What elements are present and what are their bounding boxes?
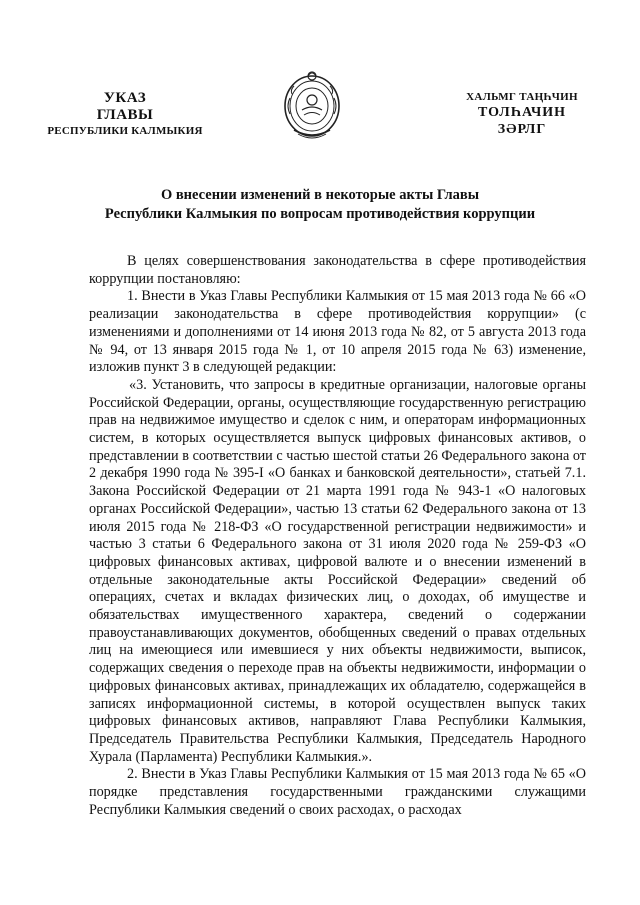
header-left-line3: РЕСПУБЛИКИ КАЛМЫКИЯ — [47, 125, 203, 137]
document-title — [60, 186, 580, 224]
header-right-block — [442, 90, 602, 138]
paragraph-item-1: 1. Внести в Указ Главы Республики Калмыкия от 15 мая 2013 года № 66 «О реализации законодательства в сфере противодействия коррупции» (с изменениями и дополнениями от 14 июня 2013 года № 82, от 5 августа 2013 года № 94, от 13 января 2015 года № 1, от 10 апреля 2015 года № 63) изменение, изложив пункт 3 в следующей редакции: — [89, 288, 586, 376]
title-line-2: Республики Калмыкия по вопросам противодействия коррупции — [104, 206, 536, 222]
document-body — [89, 253, 586, 820]
title-line-1: О внесении изменений в некоторые акты Главы — [160, 187, 480, 203]
header-left-block — [40, 90, 210, 138]
header-left-line2: ГЛАВЫ — [96, 107, 154, 123]
paragraph-item-1-quote: «3. Установить, что запросы в кредитные организации, налоговые органы Российской Федерации, органы, осуществляющие государственную регистрацию прав на недвижимое имущество и сделок с ним, и операторам информационных систем, в которых осуществляется выпуск цифровых финансовых активов, о представлении в соответствии с частью шестой статьи 26 Федерального закона от 2 декабря 1990 года № 395-I «О банках и банковской деятельности», статьей 7.1. Закона Российской Федерации от 21 марта 1991 года № 943-1 «О налоговых органах Российской Федерации», частью 13 статьи 62 Федерального закона от 13 июля 2015 года № 218-ФЗ «О государственной регистрации недвижимости» и частью 3 статьи 6 Федерального закона от 31 июля 2020 года № 259-ФЗ «О цифровых финансовых активах, цифровой валюте и о внесении изменений в отдельные законодательные акты Российской Федерации» сведений об операциях, счетах и вкладах физических лиц, о доходах, об имуществе и обязательствах имущественного характера, сведений о содержании правоустанавливающих документов, обобщенных сведений о правах отдельных лиц на имеющиеся или имевшиеся у них объекты недвижимости, выписок, содержащих сведения о переходе прав на объекты недвижимости, информации о цифровых финансовых активах, принадлежащих их обладателю, содержащейся в записях информационной системы, в которой осуществлен выпуск таких цифровых финансовых активов, направляют Глава Республики Калмыкия, Председатель Правительства Республики Калмыкия, Председатель Народного Хурала (Парламента) Республики Калмыкия.». — [89, 376, 586, 765]
header-right-line2: ТОЛҺАЧИН — [477, 105, 567, 120]
header-left-line1: УКАЗ — [103, 90, 147, 106]
paragraph-item-2: 2. Внести в Указ Главы Республики Калмыкия от 15 мая 2013 года № 65 «О порядке представления государственными гражданскими служащими Республики Калмыкия сведений о своих расходах, о расходах — [89, 766, 586, 818]
coat-of-arms-icon — [280, 68, 344, 144]
paragraph-preamble: В целях совершенствования законодательства в сфере противодействия коррупции постановляю: — [89, 253, 586, 287]
header-right-line3: ЗӘРЛГ — [497, 122, 547, 137]
header-right-line1: ХАЛЬМГ ТАҢҺЧИН — [466, 91, 578, 103]
